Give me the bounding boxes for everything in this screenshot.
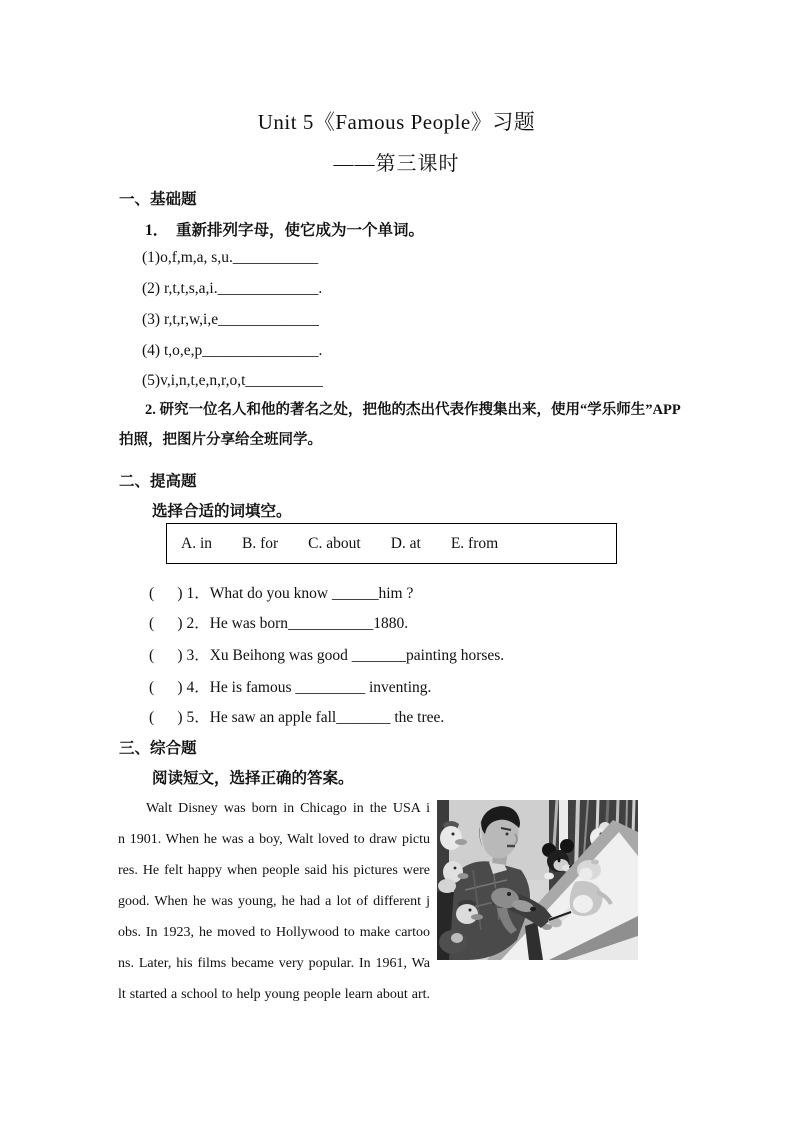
word-bank-option-a: A. in — [181, 534, 212, 552]
task2-instruction — [119, 395, 681, 455]
passage-line: n 1901. When he was a boy, Walt loved to draw pictu — [118, 832, 430, 847]
letter-blank-2: (2) r,t,t,s,a,i._____________. — [142, 280, 323, 297]
passage-line: res. He felt happy when people said his pictures were — [118, 863, 430, 878]
word-bank-option-b: B. for — [242, 534, 279, 552]
fill-blank-instruction: 选择合适的词填空。 — [152, 503, 292, 520]
letter-blank-4: (4) t,o,e,p_______________. — [142, 342, 323, 359]
task2-line-2: 拍照，把图片分享给全班同学。 — [119, 432, 322, 448]
passage-line: ns. Later, his films became very popular. In 1961, Wa — [118, 956, 430, 971]
word-bank-box — [166, 523, 617, 564]
reading-passage — [118, 793, 430, 1010]
question-line-5: ( ) 5．He saw an apple fall_______ the tree. — [149, 709, 445, 726]
disney-photo — [437, 800, 638, 960]
letter-blank-1: (1)o,f,m,a, s,u.___________ — [142, 249, 319, 266]
word-bank-option-c: C. about — [308, 534, 361, 552]
passage-line: good. When he was young, he had a lot of different j — [118, 894, 430, 909]
passage-line: obs. In 1923, he moved to Hollywood to make cartoo — [118, 925, 430, 940]
question-line-1: ( ) 1．What do you know ______him ? — [149, 585, 414, 602]
page-title: Unit 5《Famous People》习题 — [257, 110, 536, 134]
page-subtitle: ——第三课时 — [333, 153, 460, 175]
word-bank-option-e: E. from — [450, 534, 499, 552]
word-bank-option-d: D. at — [390, 534, 421, 552]
task1-instruction: 1． 重新排列字母，使它成为一个单词。 — [145, 222, 425, 239]
passage-line: Walt Disney was born in Chicago in the USA i — [146, 801, 430, 816]
task2-line-1: 2. 研究一位名人和他的著名之处，把他的杰出代表作搜集出来，使用“学乐师生”APP — [145, 402, 681, 418]
section-comprehensive-heading: 三、综合题 — [119, 740, 197, 757]
question-line-4: ( ) 4．He is famous _________ inventing. — [149, 679, 432, 696]
passage-line: lt started a school to help young people learn about art. — [118, 987, 430, 1002]
question-line-2: ( ) 2．He was born___________1880. — [149, 615, 409, 632]
letter-blank-5: (5)v,i,n,t,e,n,r,o,t__________ — [142, 372, 323, 389]
section-basic-heading: 一、基础题 — [119, 191, 197, 208]
reading-instruction: 阅读短文，选择正确的答案。 — [152, 770, 354, 787]
question-line-3: ( ) 3．Xu Beihong was good _______painting horses. — [149, 647, 505, 664]
disney-photo-illustration — [437, 800, 638, 960]
section-improve-heading: 二、提高题 — [119, 473, 197, 490]
letter-blank-3: (3) r,t,r,w,i,e_____________ — [142, 311, 319, 328]
